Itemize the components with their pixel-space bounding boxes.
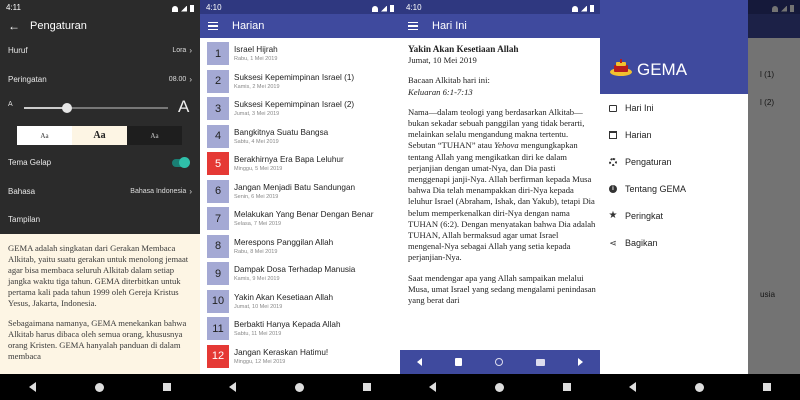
list-item-title: Jangan Menjadi Batu Sandungan [234, 182, 356, 192]
setting-language[interactable] [8, 187, 192, 196]
globe-icon[interactable] [495, 358, 503, 366]
list-item-date: Minggu, 12 Mei 2019 [234, 358, 286, 365]
about-preview-text [0, 234, 200, 374]
status-time: 4:10 [406, 3, 422, 12]
day-number-badge: 5 [207, 152, 229, 175]
status-bar [200, 0, 400, 14]
day-number-badge: 2 [207, 70, 229, 93]
battery-icon [390, 5, 394, 12]
font-size-slider[interactable] [24, 107, 168, 109]
signal-icon [181, 6, 187, 12]
list-item-date: Kamis, 9 Mei 2019 [234, 276, 280, 283]
back-arrow-icon[interactable]: ← [8, 19, 20, 33]
list-item-title: Berakhirnya Era Bapa Leluhur [234, 155, 344, 165]
menu-icon[interactable] [408, 22, 418, 30]
dark-theme-toggle[interactable] [172, 159, 188, 167]
chevron-right-icon: › [189, 75, 192, 84]
list-item-title: Berbakti Hanya Kepada Allah [234, 320, 341, 330]
battery-icon [190, 5, 194, 12]
list-item-date: Jumat, 3 Mei 2019 [234, 111, 280, 118]
drawer-item-label: Bagikan [625, 238, 658, 248]
drawer-item-about[interactable] [600, 179, 748, 199]
article-paragraph-1: Nama—dalam teologi yang berdasarkan Alkitab—bukan sekadar sebuah panggilan yang tidak berarti, melainkan selalu mengandung makna tertentu. Sebutan “TUHAN” atau Yehova mengungkapkan tentang Allah yang mengikatkan diri ke dalam perjanjian dengan umat-Nya, dan Dia pasti menggenapi janji-Nya. Allah berfirman kepada Musa bahwa Dia telah menampakkan diri-Nya kepada leluhur Israel (Abraham, Ishak, dan Yakub), tetapi Dia belum memperkenalkan diri-Nya dengan nama TUHAN (6:2). Dengan menyatakan bahwa Dia adalah TUHAN, Allah bermaksud agar umat Israel mengenal-Nya sebagai Allah yang setia kepada perjanjian-Nya. [408, 106, 596, 263]
drawer-item-daily[interactable] [600, 125, 748, 145]
reading-reference[interactable]: Keluaran 6:1-7:13 [408, 86, 473, 97]
list-item-title: Melakukan Yang Benar Dengan Benar [234, 210, 374, 220]
status-time: 4:11 [6, 3, 21, 12]
today-app-bar [400, 14, 600, 38]
wifi-icon [572, 6, 578, 12]
system-nav-bar [0, 374, 200, 400]
list-item[interactable] [200, 233, 400, 261]
menu-icon[interactable] [208, 22, 218, 30]
theme-dark-button[interactable]: Aa [127, 126, 182, 145]
about-paragraph-2: Sebagaimana namanya, GEMA menekankan bahwa Alkitab harus dibaca oleh semua orang, khususnya orang Kristen. GEMA hanyalah panduan di dalam membaca [8, 318, 187, 361]
list-item[interactable] [200, 343, 400, 371]
font-size-small-label: A [8, 101, 13, 108]
day-number-badge: 4 [207, 125, 229, 148]
setting-language-label: Bahasa [8, 187, 36, 196]
setting-reminder-label: Peringatan [8, 75, 47, 84]
day-number-badge: 10 [207, 290, 229, 313]
previous-day-icon[interactable] [417, 358, 422, 366]
status-time: 4:10 [206, 3, 222, 12]
page-title: Hari Ini [432, 20, 467, 32]
list-item-date: Senin, 6 Mei 2019 [234, 193, 279, 200]
status-bar [400, 0, 600, 14]
list-item-title: Suksesi Kepemimpinan Israel (1) [234, 72, 355, 82]
list-item-title: Yakin Akan Kesetiaan Allah [234, 292, 334, 302]
day-number-badge: 1 [207, 42, 229, 65]
drawer-header [600, 0, 748, 94]
setting-reminder-value: 08.00 [168, 76, 187, 83]
list-item[interactable] [200, 150, 400, 178]
dark-theme-toggle-knob [179, 157, 190, 168]
list-item-date: Selasa, 7 Mei 2019 [234, 221, 282, 228]
list-item[interactable] [200, 288, 400, 316]
drawer-screen [600, 0, 800, 400]
day-number-badge: 8 [207, 235, 229, 258]
nav-home-icon[interactable] [495, 383, 504, 392]
day-number-badge: 11 [207, 317, 229, 340]
list-item-date: Rabu, 8 Mei 2019 [234, 248, 278, 255]
list-item-date: Kamis, 2 Mei 2019 [234, 83, 280, 90]
theme-sepia-button[interactable]: Aa [72, 126, 127, 145]
nav-home-icon[interactable] [695, 383, 704, 392]
list-item-date: Minggu, 5 Mei 2019 [234, 166, 283, 173]
nav-recents-icon[interactable] [363, 383, 371, 391]
list-item-title: Merespons Panggilan Allah [234, 237, 334, 247]
list-item-date: Sabtu, 4 Mei 2019 [234, 138, 279, 145]
list-item-title: Jangan Keraskan Hatimu! [234, 347, 329, 357]
article-paragraph-2: Saat mendengar apa yang Allah sampaikan melalui Musa, umat Israel yang sedang mengalami penindasan yang berat dari [408, 272, 596, 306]
signal-icon [381, 6, 387, 12]
today-screen [400, 0, 600, 400]
nav-recents-icon[interactable] [763, 383, 771, 391]
font-size-slider-thumb[interactable] [62, 103, 72, 113]
gema-logo-icon [609, 59, 633, 77]
status-bar [0, 0, 200, 14]
nav-home-icon[interactable] [295, 383, 304, 392]
setting-reminder[interactable] [8, 75, 192, 84]
day-number-badge: 12 [207, 345, 229, 368]
chevron-right-icon: › [189, 187, 192, 196]
page-title: Harian [232, 20, 265, 32]
daily-list [200, 40, 400, 370]
list-item-title: Bangkitnya Suatu Bangsa [234, 127, 329, 137]
navigation-drawer [600, 0, 748, 374]
bible-book-icon[interactable] [455, 358, 462, 366]
home-icon [609, 105, 617, 112]
list-item[interactable] [200, 123, 400, 151]
drawer-brand: GEMA [637, 60, 688, 79]
drawer-item-label: Tentang GEMA [625, 184, 687, 194]
list-item-date: Jumat, 10 Mei 2019 [234, 303, 283, 310]
font-size-slider-fill [24, 107, 67, 109]
star-icon: ★ [608, 210, 618, 221]
about-paragraph-1: GEMA adalah singkatan dari Gerakan Membaca Alkitab, yaitu suatu gerakan untuk menolong jemaat agar bisa membaca seluruh Alkitab dalam setiap jangka waktu tiga tahun. GEMA diterbitkan untuk pertama kali pada tahun 1999 oleh Gereja Kristus Yesus, Jakarta, Indonesia. [8, 243, 189, 308]
day-number-badge: 6 [207, 180, 229, 203]
article-date: Jumat, 10 Mei 2019 [408, 55, 477, 66]
chevron-right-icon: › [189, 46, 192, 55]
system-nav-bar [600, 374, 800, 400]
list-item[interactable] [200, 205, 400, 233]
day-number-badge: 3 [207, 97, 229, 120]
battery-icon [590, 5, 594, 12]
settings-screen [0, 0, 200, 400]
article-heading: Yakin Akan Kesetiaan Allah [408, 44, 519, 54]
next-day-icon[interactable] [578, 358, 583, 366]
theme-light-button[interactable]: Aa [17, 126, 72, 145]
nav-recents-icon[interactable] [563, 383, 571, 391]
setting-display-label: Tampilan [8, 215, 41, 224]
page-title: Pengaturan [30, 20, 87, 32]
signal-icon [581, 6, 587, 12]
devotion-article [408, 44, 596, 315]
info-icon: i [609, 185, 617, 193]
wifi-icon [172, 6, 178, 12]
setting-font-value: Lora [172, 47, 187, 54]
list-item[interactable] [200, 178, 400, 206]
nav-back-icon[interactable] [229, 382, 236, 392]
nav-back-icon[interactable] [429, 382, 436, 392]
drawer-item-today[interactable] [600, 98, 748, 118]
list-item[interactable] [200, 260, 400, 288]
setting-font[interactable] [8, 46, 192, 55]
drawer-item-share[interactable] [600, 233, 748, 253]
list-item[interactable] [200, 40, 400, 68]
setting-display [8, 215, 192, 224]
setting-dark-theme [8, 158, 192, 167]
drawer-item-label: Harian [625, 130, 652, 140]
drawer-item-settings[interactable] [600, 152, 748, 172]
calendar-icon [609, 131, 617, 139]
setting-font-label: Huruf [8, 46, 28, 55]
setting-language-value: Bahasa Indonesia [130, 188, 187, 195]
daily-app-bar [200, 14, 400, 38]
list-item[interactable] [200, 95, 400, 123]
list-item[interactable] [200, 68, 400, 96]
drawer-item-label: Peringkat [625, 211, 664, 221]
list-item-title: Israel Hijrah [234, 45, 278, 55]
wifi-icon [372, 6, 378, 12]
font-size-large-label: A [178, 97, 190, 116]
reading-label: Bacaan Alkitab hari ini: [408, 75, 490, 86]
nav-back-icon[interactable] [29, 382, 36, 392]
nav-recents-icon[interactable] [163, 383, 171, 391]
drawer-item-rating[interactable] [600, 206, 748, 226]
system-nav-bar [400, 374, 600, 400]
day-number-badge: 9 [207, 262, 229, 285]
nav-back-icon[interactable] [629, 382, 636, 392]
comment-icon[interactable] [536, 359, 545, 366]
list-item-date: Rabu, 1 Mei 2019 [234, 56, 278, 63]
system-nav-bar [200, 374, 400, 400]
drawer-item-label: Hari Ini [625, 103, 654, 113]
settings-app-bar [0, 14, 200, 38]
drawer-item-label: Pengaturan [625, 157, 672, 167]
list-item-title: Suksesi Kepemimpinan Israel (2) [234, 100, 355, 110]
list-item[interactable] [200, 315, 400, 343]
reader-toolbar [400, 350, 600, 374]
daily-list-screen [200, 0, 400, 400]
nav-home-icon[interactable] [95, 383, 104, 392]
gear-icon [609, 158, 617, 166]
setting-dark-theme-label: Tema Gelap [8, 158, 52, 167]
share-icon: ⋖ [609, 238, 617, 248]
list-item-title: Dampak Dosa Terhadap Manusia [234, 265, 356, 275]
list-item-date: Sabtu, 11 Mei 2019 [234, 331, 282, 338]
day-number-badge: 7 [207, 207, 229, 230]
